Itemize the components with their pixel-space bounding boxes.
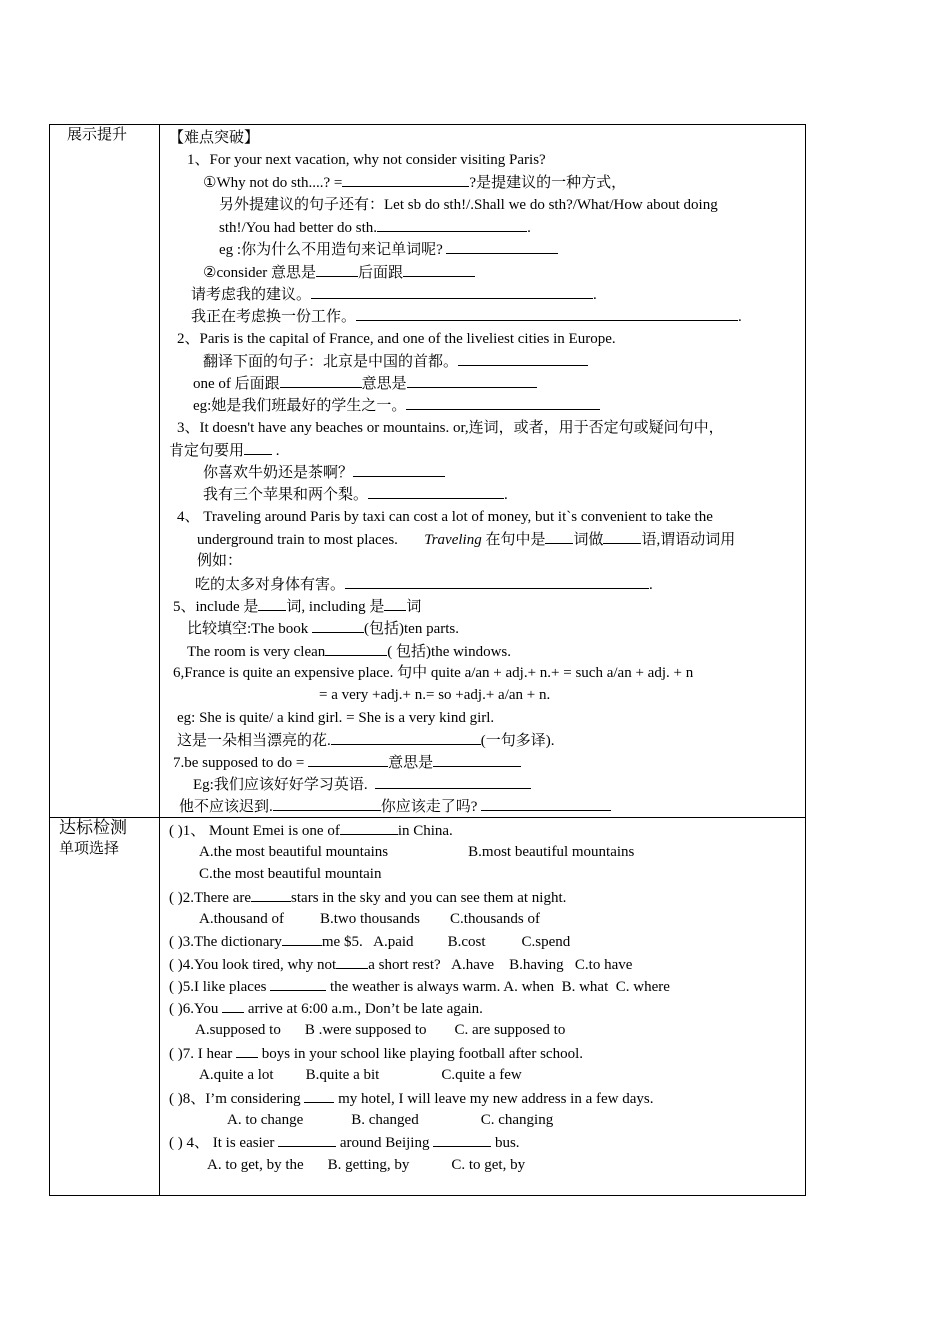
point-6-equivalents: = a very +adj.+ n.= so +adj.+ a/an + n. — [319, 687, 551, 703]
point-3-ex1: 你喜欢牛奶还是茶啊？ — [203, 461, 445, 484]
point-5-fill-2: The room is very clean ( 包括)the windows. — [187, 640, 511, 663]
question-7: ( )7. I hear boys in your school like playing football after school. — [169, 1042, 583, 1065]
point-6-translate: 这是一朵相当漂亮的花. (一句多译). — [177, 729, 555, 752]
point-3-ex2: 我有三个苹果和两个梨。 . — [203, 483, 508, 506]
point-1-consider-ex1: 请考虑我的建议。 . — [191, 283, 597, 306]
question-5: ( )5.I like places the weather is always warm. A. when B. what C. where — [169, 975, 670, 998]
column-divider — [159, 125, 160, 1195]
question-1-options-ab: A.the most beautiful mountains B.most beautiful mountains — [199, 844, 635, 860]
point-6-sentence: 6,France is quite an expensive place. 句中 quite a/an + adj.+ n.+ = such a/an + adj. + n — [173, 665, 694, 681]
point-7-exercise: 他不应该迟到. 你应该走了吗? — [179, 795, 611, 818]
question-1-option-c: C.the most beautiful mountain — [199, 866, 382, 882]
point-1-consider-ex2: 我正在考虑换一份工作。 . — [191, 305, 742, 328]
point-3-affirmative: 肯定句要用 . — [169, 439, 280, 462]
question-6: ( )6.You arrive at 6:00 a.m., Don’t be late again. — [169, 997, 483, 1020]
point-1-other-suggestions: 另外提建议的句子还有：Let sb do sth!/.Shall we do sth?/What/How about doing — [219, 197, 718, 213]
point-5-include: 5、include 是 词, including 是 词 — [173, 595, 421, 618]
question-8: ( )8、I’m considering my hotel, I will leave my new address in a few days. — [169, 1087, 653, 1110]
point-2-sentence: 2、Paris is the capital of France, and one of the liveliest cities in Europe. — [177, 331, 616, 347]
point-2-translate: 翻译下面的句子：北京是中国的首都。 — [203, 350, 588, 373]
section-label-choice: 单项选择 — [59, 841, 120, 857]
point-4-grammar: underground train to most places. Traveling 在句中是 词做 语,谓语动词用 — [197, 528, 735, 551]
worksheet-table — [49, 124, 806, 1196]
question-2: ( )2.There are stars in the sky and you can see them at night. — [169, 886, 566, 909]
question-2-options: A.thousand of B.two thousands C.thousands of — [199, 911, 541, 927]
question-8-options: A. to change B. changed C. changing — [227, 1112, 554, 1128]
point-5-fill-1: 比较填空:The book (包括)ten parts. — [187, 617, 459, 640]
point-1-sentence: 1、For your next vacation, why not consider visiting Paris? — [187, 152, 546, 168]
point-1-example: eg :你为什么不用造句来记单词呢? — [219, 238, 558, 261]
question-1: ( )1、 Mount Emei is one of in China. — [169, 819, 453, 842]
point-3-sentence: 3、It doesn't have any beaches or mountains. or,连词，或者，用于否定句或疑问句中， — [177, 420, 724, 436]
question-9: ( ) 4、 It is easier around Beijing bus. — [169, 1131, 520, 1154]
point-4-example: 吃的太多对身体有害。 . — [195, 573, 653, 596]
point-2-one-of: one of 后面跟 意思是 — [193, 372, 537, 395]
point-1-had-better: sth!/You had better do sth. . — [219, 216, 531, 239]
section-label-showcase: 展示提升 — [67, 127, 128, 143]
point-7-example: Eg:我们应该好好学习英语. — [193, 773, 531, 796]
question-9-options: A. to get, by the B. getting, by C. to get, by — [207, 1157, 526, 1173]
point-7-supposed: 7.be supposed to do = 意思是 — [173, 751, 521, 774]
question-7-options: A.quite a lot B.quite a bit C.quite a few — [199, 1067, 522, 1083]
point-1-why-not: ①Why not do sth....? = ?是提建议的一种方式， — [203, 171, 626, 194]
point-2-example: eg:她是我们班最好的学生之一。 — [193, 394, 600, 417]
question-3: ( )3.The dictionary me $5. A.paid B.cost C.spend — [169, 930, 570, 953]
point-4-sentence: 4、 Traveling around Paris by taxi can cost a lot of money, but it`s convenient to take the — [177, 509, 713, 525]
section-heading: 【难点突破】 — [169, 130, 260, 146]
point-1-consider: ②consider 意思是 后面跟 — [203, 261, 475, 284]
section-label-test: 达标检测 — [59, 818, 127, 837]
point-4-for-example: 例如： — [197, 553, 243, 569]
question-4: ( )4.You look tired, why not a short rest? A.have B.having C.to have — [169, 953, 632, 976]
question-6-options: A.supposed to B .were supposed to C. are supposed to — [195, 1022, 566, 1038]
point-6-example: eg: She is quite/ a kind girl. = She is a very kind girl. — [177, 710, 495, 726]
